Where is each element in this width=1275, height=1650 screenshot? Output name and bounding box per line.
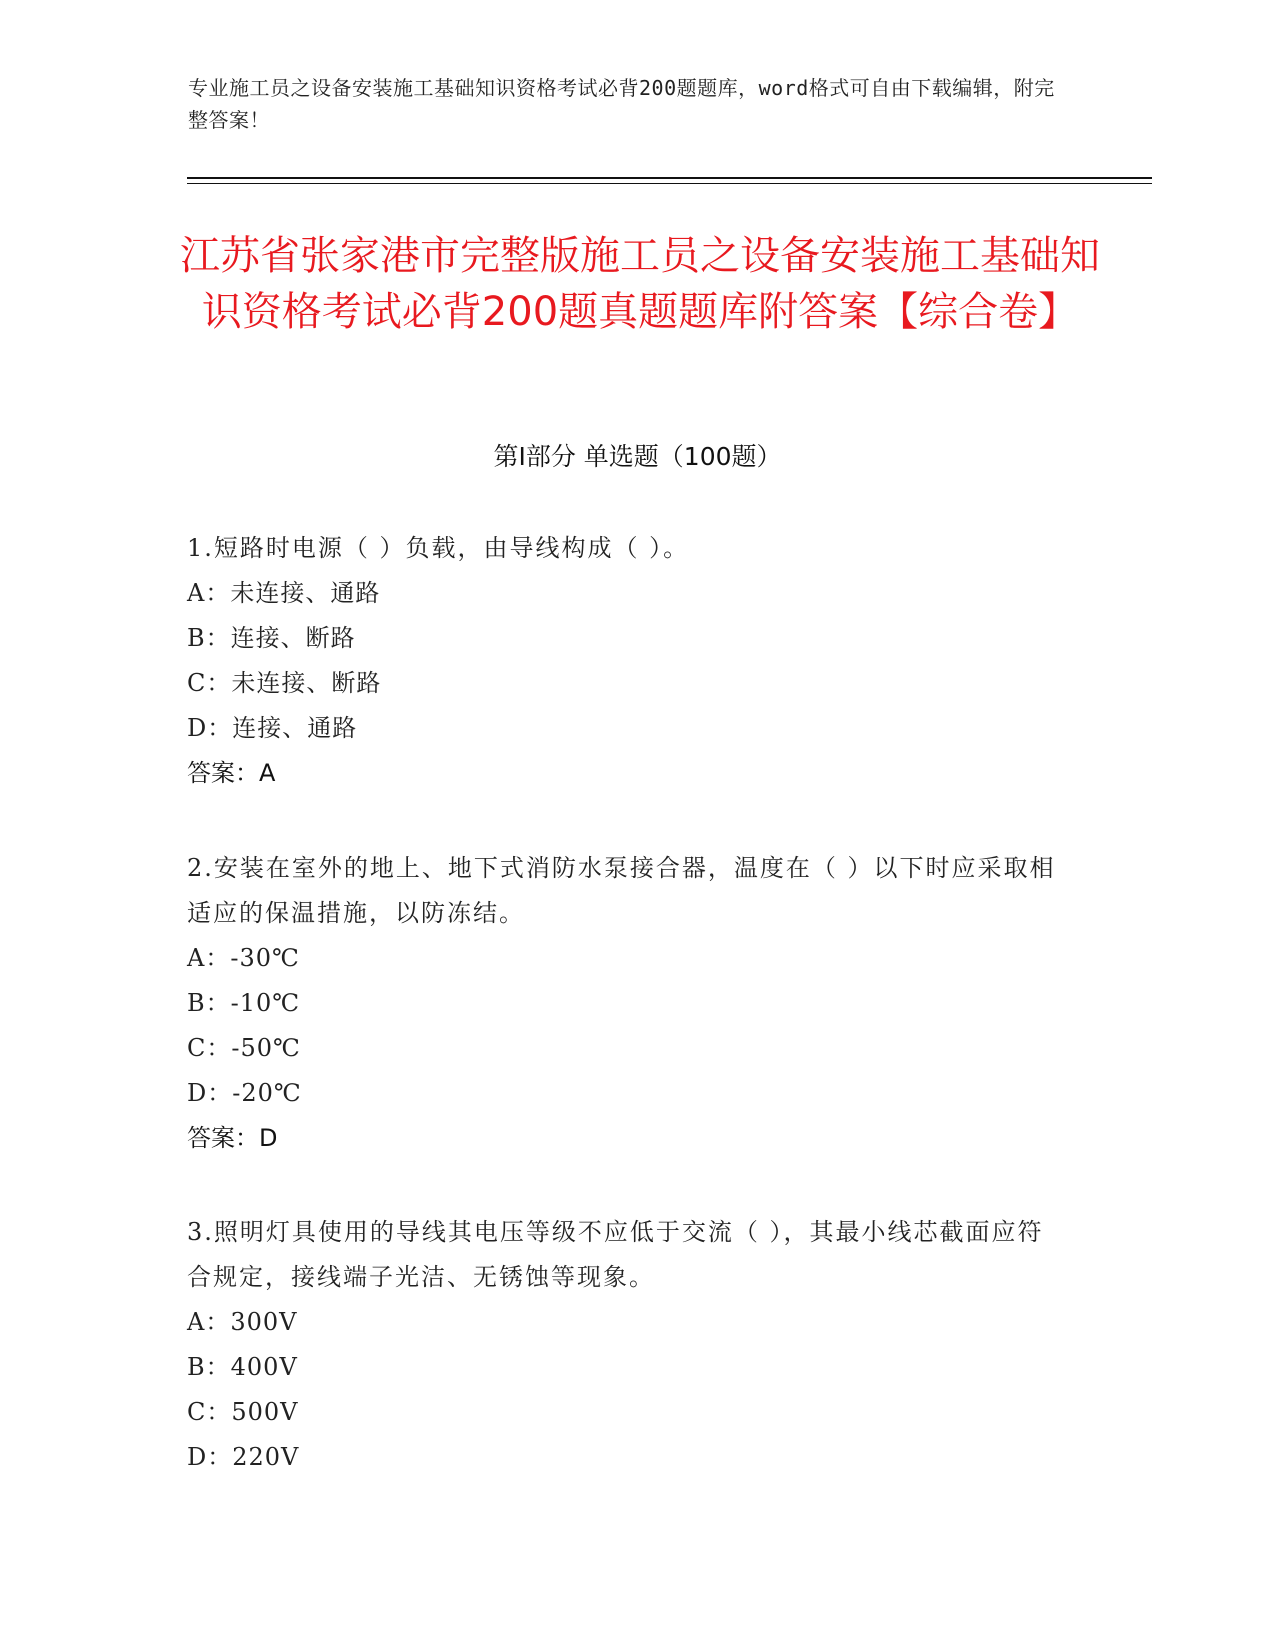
option-b: B：-10℃ xyxy=(187,989,301,1017)
option-a: A：300V xyxy=(187,1308,298,1336)
header-divider-thin xyxy=(187,183,1152,184)
option-c: C：500V xyxy=(187,1398,299,1426)
option-b: B：连接、断路 xyxy=(187,624,356,652)
option-b: B：400V xyxy=(187,1353,298,1381)
document-title: 江苏省张家港市完整版施工员之设备安装施工基础知识资格考试必背200题真题题库附答案【综合卷】 xyxy=(180,233,1100,335)
answer-line: 答案：D xyxy=(187,1124,278,1152)
option-a: A：-30℃ xyxy=(187,944,300,972)
option-c: C：-50℃ xyxy=(187,1034,301,1062)
section-heading: 第Ⅰ部分 单选题（100题） xyxy=(493,442,782,471)
question-block xyxy=(187,846,1067,1161)
option-d: D：220V xyxy=(187,1443,300,1471)
option-a: A：未连接、通路 xyxy=(187,579,381,607)
question-block xyxy=(187,1210,1067,1480)
question-text: 1.短路时电源（ ）负载，由导线构成（ ）。 xyxy=(187,534,690,562)
header-note: 专业施工员之设备安装施工基础知识资格考试必背200题题库，word格式可自由下载编辑，附完整答案！ xyxy=(188,76,1055,132)
option-d: D：连接、通路 xyxy=(187,714,358,742)
header-divider-thick xyxy=(187,177,1152,179)
question-text: 2.安装在室外的地上、地下式消防水泵接合器，温度在（ ）以下时应采取相适应的保温措施，以防冻结。 xyxy=(187,854,1056,927)
answer-line: 答案：A xyxy=(187,759,276,787)
option-d: D：-20℃ xyxy=(187,1079,302,1107)
question-block xyxy=(187,526,1067,796)
option-c: C：未连接、断路 xyxy=(187,669,382,697)
question-text: 3.照明灯具使用的导线其电压等级不应低于交流（ ），其最小线芯截面应符合规定，接线端子光洁、无锈蚀等现象。 xyxy=(187,1218,1044,1291)
